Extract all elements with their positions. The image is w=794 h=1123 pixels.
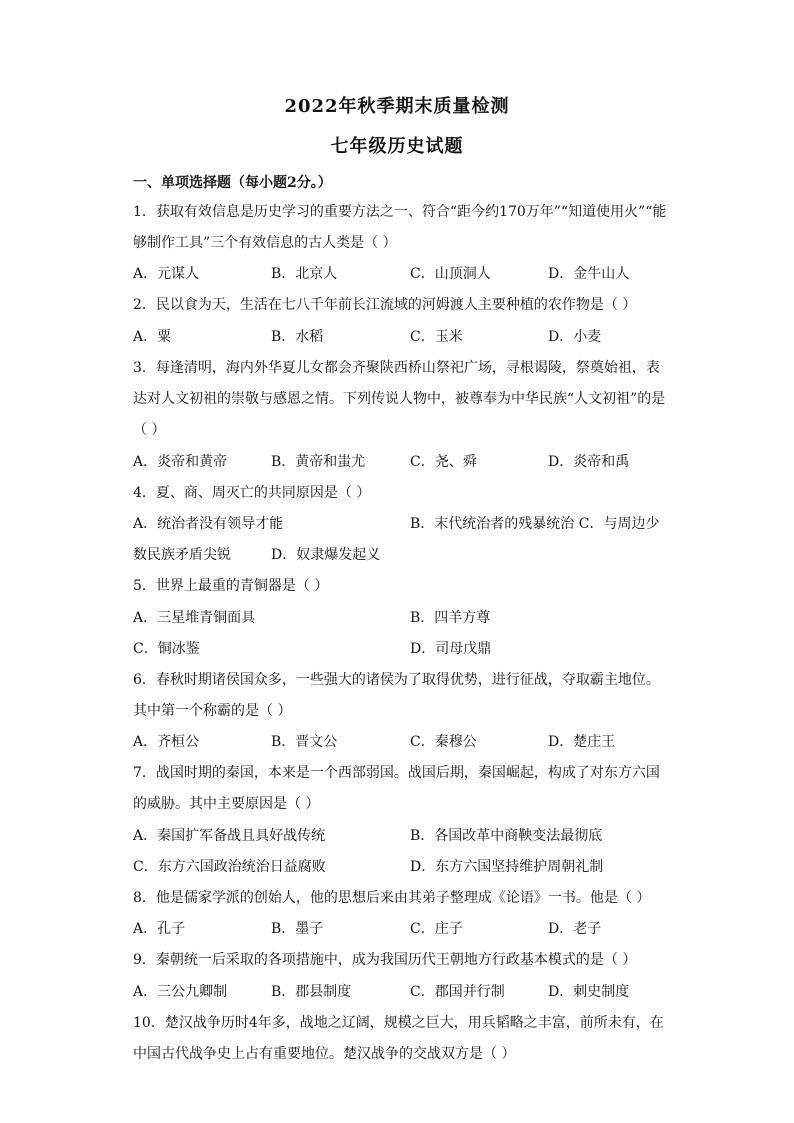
question-3-option-c: C．尧、舜: [410, 454, 477, 470]
question-5-line-1: 5．世界上最重的青铜器是（ ）: [133, 578, 329, 594]
section-heading: 一、单项选择题（每小题2分。）: [133, 175, 332, 191]
question-1-line-2: 够制作工具”三个有效信息的古人类是（ ）: [133, 235, 397, 251]
exam-title: 2022年秋季期末质量检测: [284, 96, 510, 117]
question-3-line-3: （ ）: [133, 422, 166, 438]
question-2-option-d: D．小麦: [548, 329, 602, 345]
question-1-option-d: D．金牛山人: [548, 266, 630, 282]
question-3-line-2: 达对人文初祖的崇敬与感恩之情。下列传说人物中，被尊奉为中华民族“人文初祖”的是: [133, 391, 666, 407]
question-8-option-c: C．庄子: [410, 921, 463, 937]
question-3-line-1: 3．每逢清明，海内外华夏儿女都会齐聚陕西桥山祭祀广场，寻根谒陵，祭奠始祖，表: [133, 360, 660, 376]
question-6-line-2: 其中第一个称霸的是（ ）: [133, 703, 292, 719]
question-2-line-1: 2．民以食为天，生活在七八千年前长江流域的河姆渡人主要种植的农作物是（ ）: [133, 297, 637, 313]
question-3-option-a: A．炎帝和黄帝: [133, 454, 228, 470]
question-1-option-a: A．元谋人: [133, 266, 200, 282]
question-7-line-1: 7．战国时期的秦国，本来是一个西部弱国。战国后期，秦国崛起，构成了对东方六国: [133, 765, 660, 781]
question-7-option-d: D．东方六国坚持维护周朝礼制: [410, 859, 604, 875]
question-7-option-b: B．各国改革中商鞅变法最彻底: [410, 828, 603, 844]
question-6-option-b: B．晋文公: [271, 734, 338, 750]
question-4-option-d: D．奴隶爆发起义: [271, 547, 381, 563]
question-9-option-b: B．郡县制度: [271, 984, 352, 1000]
question-1-line-1: 1．获取有效信息是历史学习的重要方法之一、符合“距今约170万年”“知道使用火”“能: [133, 204, 667, 220]
question-7-option-c: C．东方六国政治统治日益腐败: [133, 859, 326, 875]
question-9-option-d: D．刺史制度: [548, 984, 630, 1000]
question-5-option-a: A．三星堆青铜面具: [133, 610, 256, 626]
question-3-option-d: D．炎帝和禹: [548, 454, 630, 470]
question-4-option-b-c: B．末代统治者的残暴统治 C．与周边少: [410, 516, 660, 532]
question-1-option-b: B．北京人: [271, 266, 338, 282]
question-2-option-b: B．水稻: [271, 329, 324, 345]
question-4-line-1: 4．夏、商、周灭亡的共同原因是（ ）: [133, 485, 371, 501]
question-3-option-b: B．黄帝和蚩尤: [271, 454, 366, 470]
question-6-option-c: C．秦穆公: [410, 734, 477, 750]
question-8-option-a: A．孔子: [133, 921, 186, 937]
question-9-option-a: A．三公九卿制: [133, 984, 228, 1000]
question-2-option-c: C．玉米: [410, 329, 463, 345]
question-5-option-b: B．四羊方尊: [410, 610, 491, 626]
question-7-line-2: 的威胁。其中主要原因是（ ）: [133, 796, 320, 812]
question-10-line-2: 中国古代战争史上占有重要地位。楚汉战争的交战双方是（ ）: [133, 1046, 516, 1062]
question-6-option-a: A．齐桓公: [133, 734, 200, 750]
question-6-line-1: 6．春秋时期诸侯国众多，一些强大的诸侯为了取得优势，进行征战，夺取霸主地位。: [133, 672, 660, 688]
question-8-line-1: 8．他是儒家学派的创始人，他的思想后来由其弟子整理成《论语》一书。他是（ ）: [133, 890, 651, 906]
question-4-option-c-cont: 数民族矛盾尖锐: [133, 547, 231, 563]
question-1-option-c: C．山顶洞人: [410, 266, 491, 282]
question-9-option-c: C．郡国并行制: [410, 984, 505, 1000]
question-5-option-d: D．司母戊鼎: [410, 641, 492, 657]
question-8-option-b: B．墨子: [271, 921, 324, 937]
exam-subtitle: 七年级历史试题: [330, 136, 464, 157]
question-6-option-d: D．楚庄王: [548, 734, 616, 750]
question-7-option-a: A．秦国扩军备战且具好战传统: [133, 828, 326, 844]
question-4-option-a: A．统治者没有领导才能: [133, 516, 284, 532]
question-2-option-a: A．粟: [133, 329, 172, 345]
question-5-option-c: C．铜冰鉴: [133, 641, 200, 657]
question-9-line-1: 9．秦朝统一后采取的各项措施中，成为我国历代王朝地方行政基本模式的是（ ）: [133, 952, 637, 968]
question-8-option-d: D．老子: [548, 921, 602, 937]
question-10-line-1: 10．楚汉战争历时4年多，战地之辽阔，规模之巨大，用兵韬略之丰富，前所未有，在: [133, 1015, 664, 1031]
